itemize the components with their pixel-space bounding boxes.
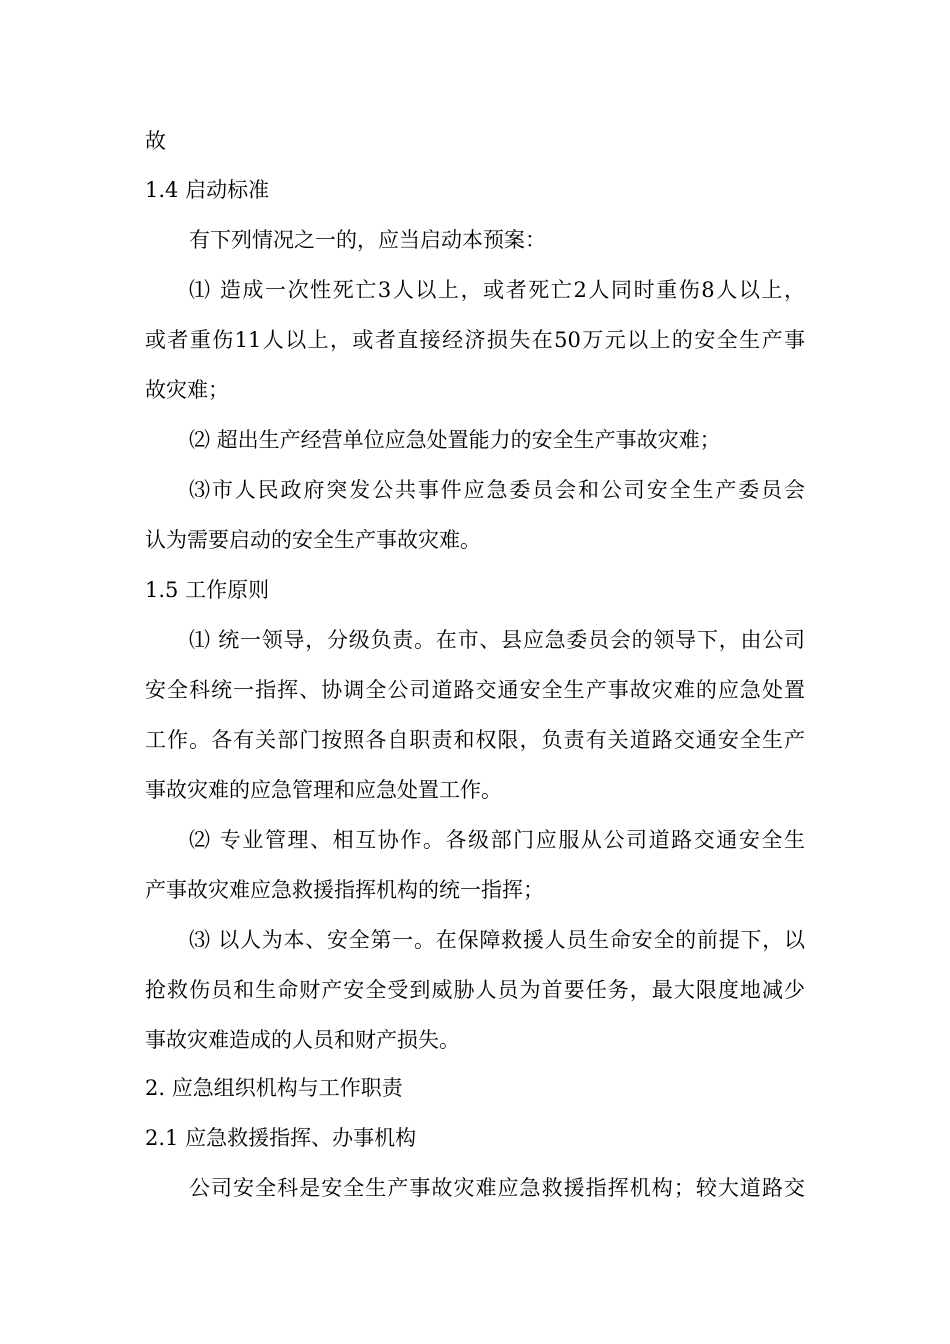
text-line: ⑴ 造成一次性死亡3人以上，或者死亡2人同时重伤8人以上， bbox=[189, 278, 805, 302]
text-line: 公司安全科是安全生产事故灾难应急救援指挥机构；较大道路交 bbox=[189, 1176, 805, 1200]
text-line: 或者重伤11人以上，或者直接经济损失在50万元以上的安全生产事 bbox=[145, 328, 805, 352]
text-line: 产事故灾难应急救援指挥机构的统一指挥； bbox=[145, 878, 544, 902]
section-heading: 2. 应急组织机构与工作职责 bbox=[145, 1076, 403, 1100]
text-line: ⑶ 以人为本、安全第一。在保障救援人员生命安全的前提下，以 bbox=[189, 928, 805, 952]
text-line: ⑵ 超出生产经营单位应急处置能力的安全生产事故灾难； bbox=[189, 428, 721, 452]
text-line: 事故灾难的应急管理和应急处置工作。 bbox=[145, 778, 502, 802]
section-heading: 1.4 启动标准 bbox=[145, 178, 270, 202]
text-line: ⑶市人民政府突发公共事件应急委员会和公司安全生产委员会 bbox=[189, 478, 805, 502]
text-line: 故灾难； bbox=[145, 378, 229, 402]
text-line: ⑵ 专业管理、相互协作。各级部门应服从公司道路交通安全生 bbox=[189, 828, 805, 852]
text-line: 工作。各有关部门按照各自职责和权限，负责有关道路交通安全生产 bbox=[145, 728, 805, 752]
section-heading: 1.5 工作原则 bbox=[145, 578, 270, 602]
section-heading: 2.1 应急救援指挥、办事机构 bbox=[145, 1126, 417, 1150]
text-line: 有下列情况之一的，应当启动本预案： bbox=[189, 228, 546, 252]
text-line: ⑴ 统一领导，分级负责。在市、县应急委员会的领导下，由公司 bbox=[189, 628, 805, 652]
text-line: 认为需要启动的安全生产事故灾难。 bbox=[145, 528, 481, 552]
text-line: 安全科统一指挥、协调全公司道路交通安全生产事故灾难的应急处置 bbox=[145, 678, 805, 702]
text-line: 事故灾难造成的人员和财产损失。 bbox=[145, 1028, 460, 1052]
text-line: 抢救伤员和生命财产安全受到威胁人员为首要任务，最大限度地减少 bbox=[145, 978, 805, 1002]
text-line: 故 bbox=[145, 129, 166, 153]
